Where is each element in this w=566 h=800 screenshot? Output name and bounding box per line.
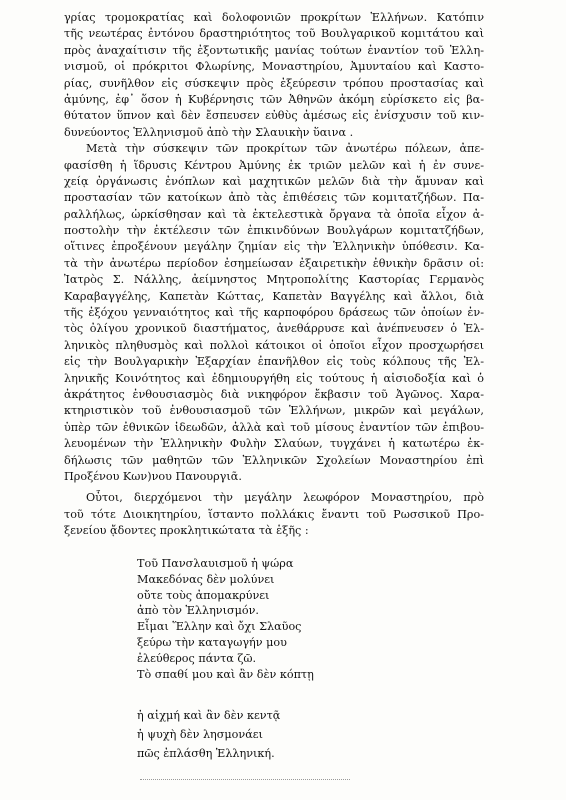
text-line: ληνικῆς Κοινότητος καὶ ἐδημιουργήθη εἰς τούτους ἡ αἰσιοδοξία καὶ ὁ	[64, 371, 484, 385]
verse-line: πῶς ἐπλάσθη Ἑλληνική.	[137, 747, 275, 760]
text-line: ληνικὸς πληθυσμὸς καὶ πολλοὶ κάτοικοι οἱ ὁποῖοι εἶχον προσχωρήσει	[64, 338, 484, 352]
text-line: οἵτινες ἐπροξένουν μεγάλην ζημίαν εἰς τὴν Ἑλληνικὴν ὑπόθεσιν. Κα-	[64, 240, 484, 254]
text-line: λευομένων τὴν Ἑλληνικὴν Φυλὴν Σλαύων, τυγχάνει ἡ κατωτέρω ἐκ-	[64, 437, 484, 451]
text-line: ποστολὴν τὴν ἐκτέλεσιν τῶν ἐπικινδύνων Βουλγάρων κομιτατζήδων,	[64, 224, 484, 238]
text-line: δήλωσις τῶν μαθητῶν τῶν Ἑλληνικῶν Σχολείων Μοναστηρίου ἐπὶ	[64, 453, 484, 467]
text-line: Οὗτοι, διερχόμενοι τὴν μεγάλην λεωφόρον Μοναστηρίου, πρὸ	[86, 491, 484, 505]
text-line: Μετὰ τὴν σύσκεψιν τῶν προκρίτων τῶν ἀνωτέρω πόλεων, ἀπε-	[86, 142, 484, 156]
verse-line: Μακεδόνας δὲν μολύνει	[137, 572, 275, 586]
paragraph-1	[64, 10, 484, 141]
verse-line: οὔτε τοὺς ἀπομακρύνει	[137, 588, 270, 602]
text-line: ἀκράτητος ἐνθουσιασμὸς διὰ νικηφόρον ἔκβασιν τοῦ Ἀγῶνος. Χαρα-	[64, 387, 484, 401]
paragraph-2	[64, 141, 484, 485]
verse-line: ξεύρω τὴν καταγωγήν μου	[137, 635, 287, 649]
verse-line: Εἶμαι Ἕλλην καὶ ὄχι Σλαῦος	[137, 620, 302, 634]
text-line: φασίσθη ἡ ἵδρυσις Κέντρου Ἀμύνης ἐκ τριῶν μελῶν καὶ ἡ ἐν συνε-	[64, 158, 484, 172]
text-line: προστασίαν τῶν κατοίκων ἀπὸ τὰς ἐπιθέσεις τῶν κομιτατζήδων. Πα-	[64, 191, 484, 205]
text-line: Καραβαγγέλης, Καπετὰν Κώττας, Καπετὰν Βαγγέλης καὶ ἄλλοι, διὰ	[64, 289, 484, 303]
body-text	[64, 10, 484, 540]
text-line: θύτατον ὕπνον καὶ δὲν ἔσπευσεν εὐθὺς ἀμέσως εἰς ἐνίσχυσιν τοῦ κιν-	[64, 109, 484, 123]
text-line: Ἰατρὸς Σ. Νάλλης, ἀείμνηστος Μητροπολίτης Καστορίας Γερμανὸς	[64, 273, 484, 287]
text-line: τὸς ὀλίγου χρονικοῦ διαστήματος, ἀνεθάρρυσε καὶ ἀνέπνευσεν ὁ Ἑλ-	[64, 322, 484, 336]
text-line: νισμοῦ, οἱ πρόκριτοι Φλωρίνης, Μοναστηρίου, Ἀμυνταίου καὶ Καστο-	[64, 60, 484, 74]
text-line: τῆς νεωτέρας ἐντόνου δραστηριότητος τοῦ Βουλγαρικοῦ κομιτάτου καὶ	[64, 27, 484, 41]
text-line: εἰς τὴν Βουλγαρικὴν Ἐξαρχίαν ἐπανῆλθον εἰς τοὺς κόλπους τῆς Ἑλ-	[64, 355, 484, 369]
text-line: ρίας, συνῆλθον εἰς σύσκεψιν πρὸς ἐξεύρεσιν τρόπου προστασίας καὶ	[64, 76, 484, 90]
verse-line: ἡ ψυχὴ δὲν λησμονάει	[137, 728, 263, 741]
text-line: ἀμύνης, ἐφ᾽ ὅσον ἡ Κυβέρνησις τῶν Ἀθηνῶν ἀκόμη εὑρίσκετο εἰς βα-	[64, 92, 484, 106]
text-line: ξενείου ᾄδοντες προκλητικώτατα τὰ ἑξῆς :	[64, 524, 309, 538]
verse-line: ἡ αἰχμή καὶ ἂν δὲν κεντᾷ	[137, 709, 281, 722]
verse-stanza-2	[137, 706, 280, 763]
text-line: γρίας τρομοκρατίας καὶ δολοφονιῶν προκρίτων Ἑλλήνων. Κατόπιν	[64, 11, 484, 24]
verse-stanza-1	[137, 556, 314, 682]
verse-line: ἐλεύθερος πάντα ζῶ.	[137, 651, 257, 665]
text-line: πρὸς ἀναχαίτισιν τῆς ἐξοντωτικῆς μανίας τούτων ἐναντίον τοῦ Ἑλλη-	[64, 43, 484, 57]
verse-line: Τὸ σπαθί μου καὶ ἂν δὲν κόπτῃ	[137, 667, 314, 681]
text-line: ὑπὲρ τῶν ἐθνικῶν ἰδεωδῶν, ἀλλὰ καὶ τοῦ μίσους ἐναντίον τῶν ἐπιβου-	[64, 420, 484, 434]
text-line: δυνεύοντος Ἑλληνισμοῦ ἀπὸ τὴν Σλαυικὴν ὕαινα .	[64, 125, 354, 139]
text-line: ραλλήλως, ὡρκίσθησαν καὶ τὰ ἐκτελεστικὰ ὄργανα τὰ ὁποῖα εἶχον ἀ-	[64, 207, 484, 221]
scan-artifact	[140, 779, 350, 781]
paragraph-3	[64, 490, 484, 539]
text-line: τῆς ἐξόχου γενναιότητος καὶ τῆς καρποφόρου δράσεως τῶν ὁποίων ἐν-	[64, 306, 484, 320]
verse-line: ἀπὸ τὸν Ἑλληνισμόν.	[137, 604, 259, 618]
text-line: Προξένου Κων)νου Πανουργιᾶ.	[64, 469, 242, 483]
text-line: κτηριστικὸν τοῦ ἐνθουσιασμοῦ τῶν Ἑλλήνων, μικρῶν καὶ μεγάλων,	[64, 404, 484, 418]
text-line: τὰ τὴν ἀνωτέρω περίοδον ἐσημείωσαν ἐξαιρετικὴν ἐθνικὴν δρᾶσιν οἱ:	[64, 256, 484, 270]
text-line: χείᾳ ὀργάνωσις ἐνόπλων καὶ μαχητικῶν μελῶν διὰ τὴν ἄμυναν καὶ	[64, 174, 484, 188]
text-line: τοῦ τότε Διοικητηρίου, ἵσταντο πολλάκις ἔναντι τοῦ Ρωσσικοῦ Προ-	[64, 507, 484, 521]
verse-line: Τοῦ Πανσλαυισμοῦ ἡ ψώρα	[137, 557, 294, 570]
